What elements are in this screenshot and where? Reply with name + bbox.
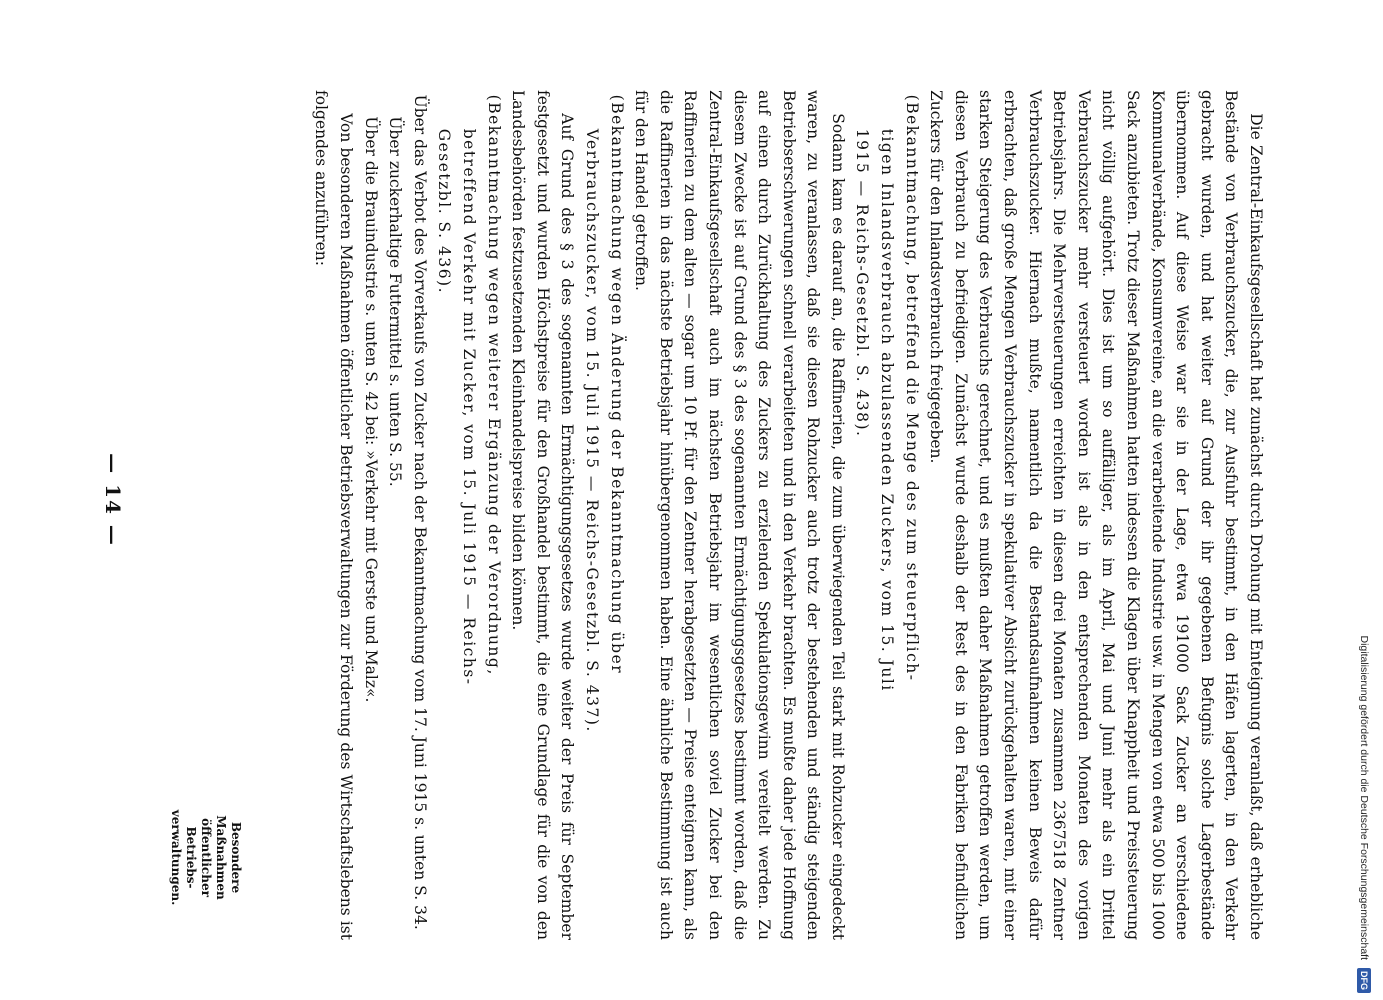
paragraph-4: Von besonderen Maßnahmen öffentlicher Betriebsverwaltungen zur Förderung des Wirtschaftslebens ist folgendes anzuführen:	[312, 90, 356, 940]
reference-4: Über das Verbot des Vorverkaufs von Zucker nach der Bekanntmachung vom 17. Juni 1915 s. unten S. 34.	[410, 94, 429, 930]
digitization-credit	[1353, 8, 1375, 993]
dfg-logo: DFG	[1357, 968, 1371, 993]
reference-1-line-2: tigen Inlandsverbrauch abzulassenden Zuckers, vom 15. Juli	[878, 128, 897, 692]
reference-1-line-3: 1915 — Reichs-Gesetzbl. S. 438).	[853, 128, 872, 438]
reference-5: Über zuckerhaltige Futtermittel s. unten S. 55.	[386, 116, 405, 487]
reference-6: Über die Brauindustrie s. unten S. 42 bei: »Verkehr mit Gerste und Malz«.	[361, 116, 380, 703]
margin-note: Besondere Maßnahmen öffentlicher Betriebs-verwaltungen.	[169, 809, 243, 906]
reference-3-line-1: (Bekanntmachung wegen weiterer Ergänzung der Verordnung,	[484, 94, 503, 676]
reference-1	[850, 90, 924, 940]
paragraph-3: Auf Grund des § 3 des sogenannten Ermächtigungsgesetzes wurde weiter der Preis für September festgesetzt und wurden Höchstpreise für den Großhandel bestimmt, die eine Grundlage für die von den Landesbehörden festzusetzenden Kleinhandelspreise bilden können.	[509, 90, 577, 940]
reference-3-line-2: betreffend Verkehr mit Zucker, vom 15. Juli 1915 — Reichs-	[460, 128, 478, 686]
reference-3-line-3: Gesetzbl. S. 436).	[435, 128, 454, 295]
reference-2-line-2: Verbrauchszucker, vom 15. Juli 1915 — Reichs-Gesetzbl. S. 437).	[582, 128, 601, 733]
digitization-note: Digitalisierung gefördert durch die Deutsche Forschungsgemeinschaft	[1358, 635, 1370, 960]
paragraph-2: Sodann kam es darauf an, die Raffinerien, die zum überwiegenden Teil stark mit Rohzucker eingedeckt waren, zu veranlassen, daß sie diesen Rohzucker auch trotz der bestehenden und ständig steigenden Betriebserschwerungen schnell verarbeiteten und in den Verkehr brachten. Es mußte daher jede Hoffnung auf einen durch Zurückhaltung des Zuckers zu erzielenden Spekulationsgewinn vereitelt werden. Zu diesem Zwecke ist auf Grund des § 3 des sogenannten Ermächtigungsgesetzes bestimmt worden, daß die Zentral-Einkaufsgesellschaft auch im nächsten Betriebsjahr im wesentlichen soviel Zucker bei den Raffinerien zu dem alten — sogar um 10 Pf. für den Zentner herabgesetzten — Preise enteignen kann, als die Raffinerien in das nächste Betriebsjahr hinübergenommen haben. Eine ähnliche Bestimmung ist auch für den Handel getroffen.	[632, 90, 847, 940]
reference-2	[579, 90, 628, 940]
page-header: — 14 —	[101, 453, 125, 547]
body-text	[309, 90, 1268, 940]
reference-3	[432, 90, 506, 940]
paragraph-1: Die Zentral-Einkaufsgesellschaft hat zunächst durch Drohung mit Enteignung veranlaßt, daß erhebliche Bestände von Verbrauchszucker, die, zur Ausfuhr bestimmt, in den Häfen lagerten, in den Verkehr gebracht wurden, und hat weiter auf Grund der ihr gegebenen Befugnis solche Lagerbestände übernommen. Auf diese Weise war sie in der Lage, etwa 191000 Sack Zucker an verschiedene Kommunalverbände, Konsumvereine, an die verarbeitende Industrie usw. in Mengen von etwa 500 bis 1000 Sack anzubieten. Trotz dieser Maßnahmen hatten indessen die Klagen über Knappheit und Preissteuerung nicht völlig aufgehört. Dies ist um so auffälliger, als im April, Mai und Juni mehr als ein Drittel Verbrauchszucker mehr versteuert worden ist als in den entsprechenden Monaten des vorigen Betriebsjahrs. Die Mehrversteuerungen erreichten in diesen drei Monaten zusammen 2367518 Zentner Verbrauchszucker. Hiernach mußte, namentlich da die Bestandsaufnahmen keinen Beweis dafür erbrachten, daß große Mengen Verbrauchszucker in spekulativer Absicht zurückgehalten waren, mit einer starken Steigerung des Verbrauchs gerechnet, und es mußten daher Maßnahmen getroffen werden, um diesen Verbrauch zu befriedigen. Zunächst wurde deshalb der Rest des in den Fabriken befindlichen Zuckers für den Inlandsverbrauch freigegeben.	[927, 90, 1265, 940]
reference-1-line-1: (Bekanntmachung, betreffend die Menge des zum steuerpflich-	[902, 94, 921, 682]
reference-2-line-1: (Bekanntmachung wegen Änderung der Bekanntmachung über	[607, 94, 626, 675]
